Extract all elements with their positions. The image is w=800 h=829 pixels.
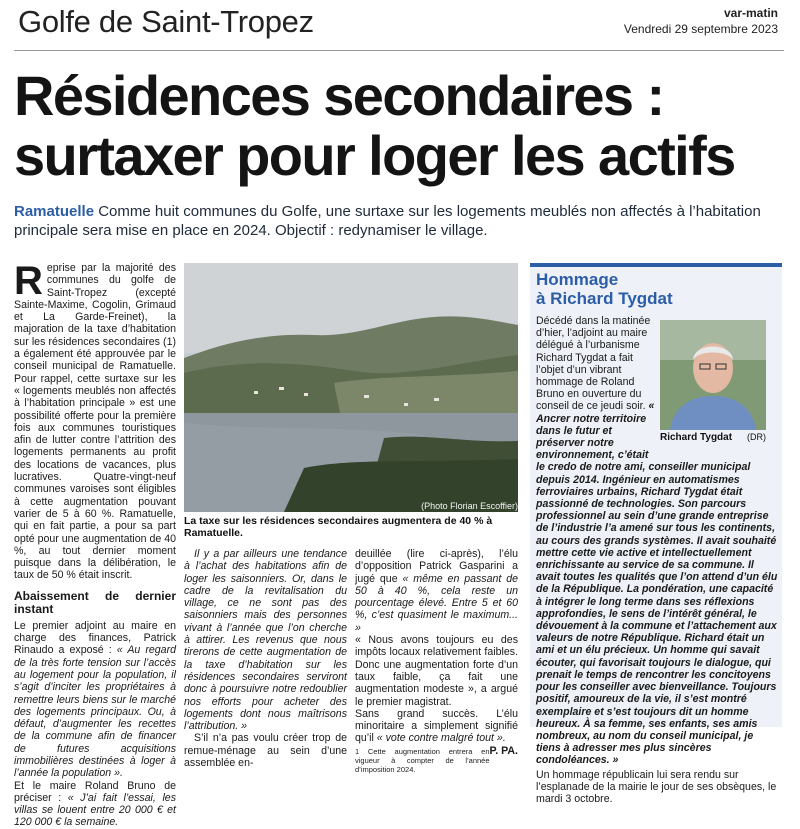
portrait-spacer	[660, 315, 780, 450]
tribute-intro: Décédé dans la matinée d’hier, l’adjoint au maire délégué à l’urbanisme Richard Tygdat a fait l’objet d’un vibrant hommage de Roland Bruno en ouverture du conseil de ce jeudi soir.	[536, 315, 651, 413]
headline	[14, 66, 794, 186]
lead-paragraph	[14, 202, 789, 240]
article-column-3	[355, 548, 518, 774]
publication-date: Vendredi 29 septembre 2023	[623, 22, 778, 36]
tribute-quote: « Ancrer notre territoire dans le futur et préserver notre environnement, c’était le credo de notre ami, conseiller municipal depuis 2014. Ingénieur en automatismes ferroviaires urbains, Richard Tygdat était passionné de technologies. Son parcours professionnel au sein d’une grande entreprise de l’industrie l’a amené sur tous les continents, au cours des grands systèmes. Il avait souhaité mettre cette vie active et intellectuellement enrichissante au service de sa commune. Il avait toutes les qualités que l’on attend d’un élu de la République. La pondération, une capacité à intégrer le long terme dans ses réflexions approfondies, le sens de l’intérêt général, le dévouement à la commune et l’attachement aux valeurs de notre République. Richard était un ami et un élu précieux. Un homme qui savait écouter, qui favorisait toujours le dialogue, qui prenait le temps de rencontrer les concitoyens pour les conseiller avec bienveillance. Toujours positif, amoureux de la vie, il s’est montré exemplaire et s’est toujours dit un homme heureux. À sa femme, ses enfants, ses amis nombreux, au nom du conseil municipal, je tiens à adresser mes plus sincères condoléances. »	[536, 400, 778, 767]
paragraph-text: Et le maire Roland Bruno de préciser :	[14, 779, 176, 804]
quote-text: « vote contre malgré tout ».	[376, 732, 506, 745]
subheading: Abaissement de dernier instant	[14, 588, 176, 616]
article-paragraph	[14, 780, 176, 829]
tribute-box-title	[536, 270, 673, 308]
article-paragraph	[14, 259, 176, 582]
drop-cap: R	[14, 259, 43, 303]
headline-line-1: Résidences secondaires :	[14, 64, 664, 127]
paragraph-text: eprise par la majorité des communes du golfe de Saint-Tropez (excepté Sainte-Maxime, Cogolin, Grimaud et La Garde-Freinet), la majoration de la taxe d’habitation sur les résidences secondaires (1) a également été approuvée par le conseil municipal de Ramatuelle. Pour rappel, cette surtaxe sur les « logements meublés non affectés à l’habitation principale » est une possibilité offerte pour la première fois aux communes touristiques afin de lutter contre l’attrition des logements permanents au profit des locations de vacances, plus lucratives. Quatre-vingt-neuf communes varoises sont éligibles à cette augmentation pouvant varier de 5 à 60 %. Ramatuelle, qui en fait partie, a pour sa part opté pour une augmentation de 40 %, au tout dernier moment puisque dans la délibération, le taux de 50 % était inscrit.	[14, 262, 176, 582]
portrait-credit: (DR)	[747, 432, 766, 442]
photo-caption: La taxe sur les résidences secondaires augmentera de 40 % à Ramatuelle.	[184, 515, 493, 539]
portrait-name: Richard Tygdat	[660, 432, 733, 443]
article-paragraph	[355, 548, 518, 634]
landscape-photo	[184, 263, 518, 512]
tribute-outro: Un hommage républicain lui sera rendu sur l’esplanade de la mairie le jour de ses obsèques, le mardi 3 octobre.	[536, 768, 777, 805]
article-paragraph: « Nous avons toujours eu des impôts locaux relativement faibles. Donc une augmentation forte d’un taux faible, ça fait une augmentation modeste », a argué le premier magistrat.	[355, 634, 518, 708]
coastline-photo-illustration	[184, 263, 518, 512]
article-paragraph: Il y a par ailleurs une tendance à l’achat des habitations afin de loger les saisonniers. Or, dans le cadre de la revitalisation du village, ce ne sont pas des saisonniers mais des personnes vivant à l’année que l’on cherche à attirer. Les revenus que nous tirerons de cette augmentation de la taxe d’habitation sur les résidences secondaires serviront donc à poursuivre notre redoublier nos efforts pour acheter des logements dont nous maîtrisons l’attribution. »	[184, 548, 347, 733]
footnote: 1 Cette augmentation entrera en vigueur à compter de l’année d’imposition 2024.	[355, 746, 490, 774]
section-title: Golfe de Saint-Tropez	[18, 4, 314, 39]
paragraph-text: Le premier adjoint au maire en charge des finances, Patrick Rinaudo a exposé :	[14, 619, 176, 657]
paragraph-text: Sans grand succès. L’élu minoritaire a simplement signifié qu’il	[355, 707, 518, 745]
newspaper-brand: var-matin	[723, 6, 778, 20]
tribute-text	[536, 315, 780, 805]
author-signature: P. PA.	[489, 744, 518, 757]
article-paragraph	[355, 707, 518, 757]
quote-text: « même en passant de 50 à 40 %, cela reste un pourcentage élevé. Entre 5 et 60 %, c’est quasiment le maximum... »	[355, 572, 518, 634]
paragraph-text: deuillée (lire ci-après), l’élu d’opposition Patrick Gasparini a jugé que	[355, 548, 518, 585]
article-column-1	[14, 259, 176, 829]
header-rule	[14, 50, 784, 51]
photo-credit: (Photo Florian Escoffier)	[421, 501, 518, 511]
article-paragraph: S’il n’a pas voulu créer trop de remue-ménage au sein d’une assemblée en-	[184, 732, 347, 770]
headline-line-2: surtaxer pour loger les actifs	[14, 124, 735, 187]
quote-text: « J’ai fait l’essai, les villas se louent entre 20 000 € et 120 000 € la semaine.	[14, 791, 176, 829]
article-column-2	[184, 548, 347, 769]
quote-text: « Au regard de la très forte tension sur l’accès au logement pour la population, il s’agit d’inciter les propriétaires à remettre leurs biens sur le marché des logements principaux. Ou, à défaut, d’augmenter les recettes de la commune afin de financer de futures acquisitions immobilières destinées à loger à l’année la population ».	[14, 644, 176, 780]
lead-place: Ramatuelle	[14, 203, 95, 220]
article-paragraph	[14, 620, 176, 780]
tribute-title-line-2: à Richard Tygdat	[536, 289, 673, 308]
lead-text: Comme huit communes du Golfe, une surtaxe sur les logements meublés non affectés à l’habitation principale sera mise en place en 2024. Objectif : redynamiser le village.	[14, 203, 761, 239]
tribute-title-line-1: Hommage	[536, 270, 619, 289]
